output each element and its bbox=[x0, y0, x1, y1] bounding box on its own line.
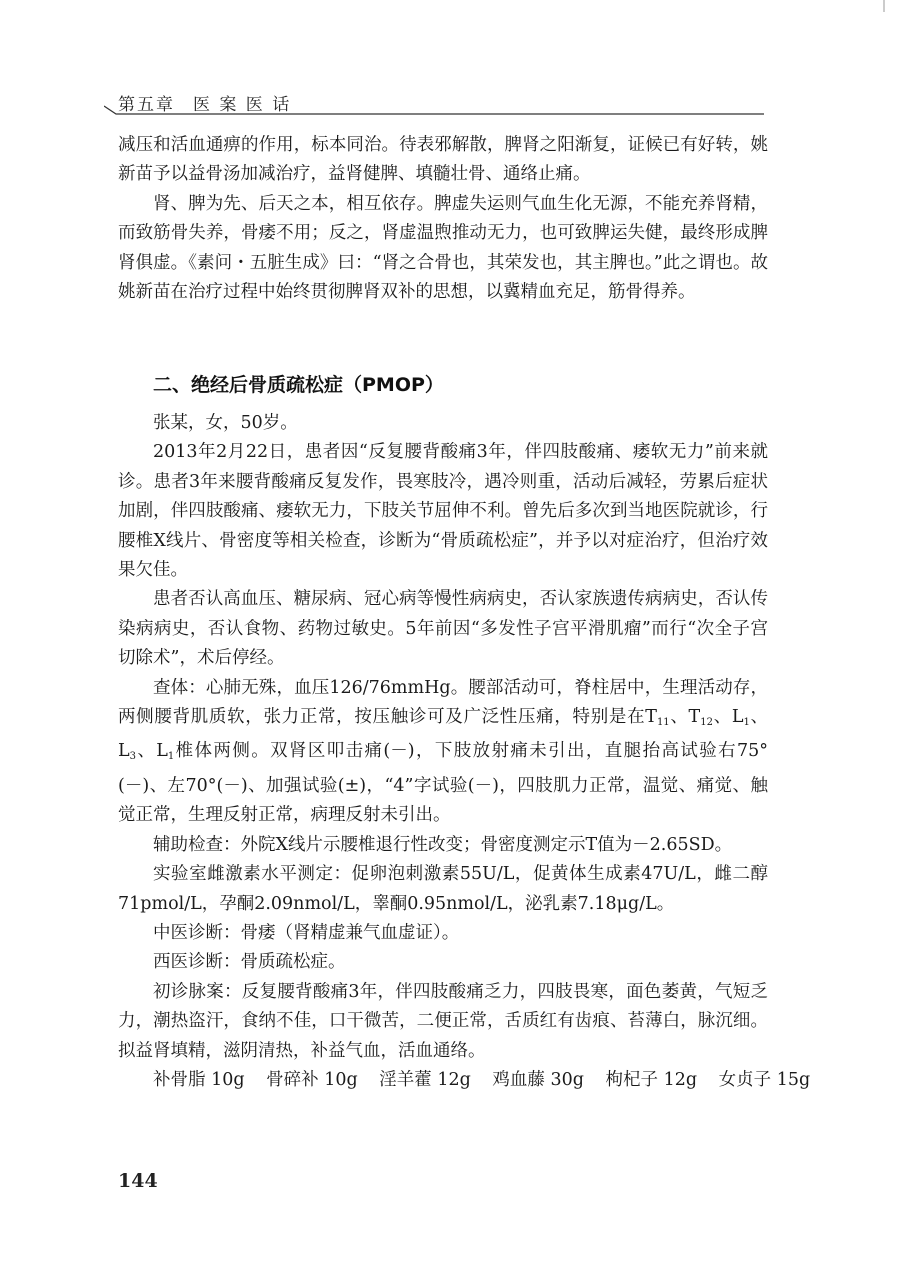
herb-item: 女贞子 15g bbox=[718, 1069, 811, 1090]
case-text bbox=[118, 409, 811, 1095]
crop-mark-icon bbox=[878, 0, 890, 12]
tcm-diagnosis: 中医诊断：骨痿（肾精虚兼气血虚证）。 bbox=[153, 922, 460, 943]
western-diagnosis: 西医诊断：骨质疏松症。 bbox=[153, 952, 346, 973]
herb-item: 鸡血藤 30g bbox=[492, 1069, 584, 1090]
history-paragraph: 2013年2月22日，患者因“反复腰背酸痛3年，伴四肢酸痛、痿软无力”前来就诊。患者3年来腰背酸痛反复发作，畏寒肢冷，遇冷则重，活动后减轻，劳累后症状加剧，伴四肢酸痛、痿软无力，下肢关节屈伸不利。曾先后多次到当地医院就诊，行腰椎X线片、骨密度等相关检查，诊断为“骨质疏松症”，并予以对症治疗，但治疗效果欠佳。 bbox=[118, 442, 768, 581]
paragraph-continuation: 减压和活血通痹的作用，标本同治。待表邪解散，脾肾之阳渐复，证候已有好转，姚新苗予以益骨汤加减治疗，益肾健脾、填髓壮骨、通络止痛。 bbox=[118, 135, 768, 185]
herb-item: 淫羊藿 12g bbox=[379, 1069, 471, 1090]
physical-exam-paragraph: 查体：心肺无殊，血压126/76mmHg。腰部活动可，脊柱居中，生理活动存，两侧腰背肌质软，张力正常，按压触诊可及广泛性压痛，特别是在$T_{11}$、$T_{12}$、$L_1$、$L_3$、$L_1$椎体两侧。双肾区叩击痛(－)，下肢放射痛未引出，直腿抬高试验右75°(－)、左70°(－)、加强试验(±)，“4”字试验(－)，四肢肌力正常，温觉、痛觉、触觉正常，生理反射正常，病理反射未引出。 bbox=[118, 677, 769, 826]
page-number: 144 bbox=[118, 1170, 158, 1192]
intro-text bbox=[118, 131, 768, 307]
chapter-title: 医 案 医 话 bbox=[193, 95, 292, 115]
herb-item: 骨碎补 10g bbox=[266, 1069, 358, 1090]
header-rule bbox=[104, 104, 764, 118]
herb-item: 补骨脂 10g bbox=[153, 1069, 245, 1090]
past-history-paragraph: 患者否认高血压、糖尿病、冠心病等慢性病病史，否认家族遗传病病史，否认传染病病史，否认食物、药物过敏史。5年前因“多发性子宫平滑肌瘤”而行“次全子宫切除术”，术后停经。 bbox=[118, 589, 768, 669]
chapter-label: 第五章 bbox=[118, 95, 175, 115]
pulse-record-paragraph: 初诊脉案：反复腰背酸痛3年，伴四肢酸痛乏力，四肢畏寒，面色萎黄，气短乏力，潮热盗汗，食纳不佳，口干微苦，二便正常，舌质红有齿痕、苔薄白，脉沉细。拟益肾填精，滋阴清热，补益气血，活血通络。 bbox=[118, 981, 768, 1061]
section-heading: 二、绝经后骨质疏松症（PMOP） bbox=[153, 374, 444, 396]
patient-info: 张某，女，50岁。 bbox=[153, 413, 298, 433]
herb-item: 枸杞子 12g bbox=[605, 1069, 698, 1090]
lab-paragraph: 实验室雌激素水平测定：促卵泡刺激素55U/L，促黄体生成素47U/L，雌二醇71pmol/L，孕酮2.09nmol/L，睾酮0.95nmol/L，泌乳素7.18μg/L。 bbox=[118, 864, 768, 914]
herb-list bbox=[118, 1066, 811, 1095]
paragraph: 肾、脾为先、后天之本，相互依存。脾虚失运则气血生化无源，不能充养肾精，而致筋骨失养，骨痿不用；反之，肾虚温煦推动无力，也可致脾运失健，最终形成脾肾俱虚。《素问・五脏生成》曰：“肾之合骨也，其荣发也，其主脾也。”此之谓也。故姚新苗在治疗过程中始终贯彻脾肾双补的思想，以冀精血充足，筋骨得养。 bbox=[118, 193, 768, 303]
aux-exam-paragraph: 辅助检查：外院X线片示腰椎退行性改变；骨密度测定示T值为－2.65SD。 bbox=[153, 834, 733, 855]
